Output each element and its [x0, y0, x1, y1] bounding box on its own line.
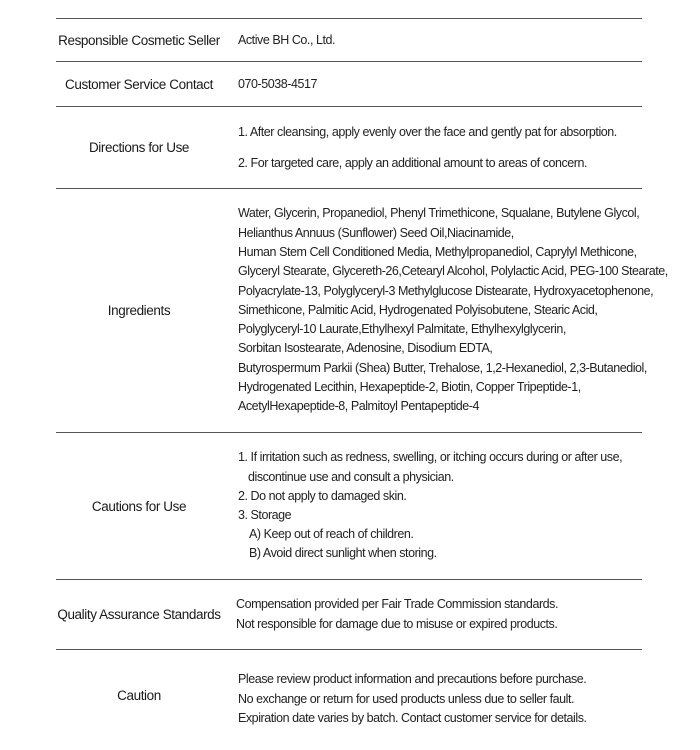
row-label: Caution — [117, 688, 161, 703]
row-label: Responsible Cosmetic Seller — [58, 32, 220, 48]
row-value: Active BH Co., Ltd. — [238, 33, 336, 47]
ingredients-line: Simethicone, Palmitic Acid, Hydrogenated Polyisobutene, Stearic Acid, — [238, 302, 598, 317]
row-responsible-seller — [56, 19, 642, 62]
ingredients-line: Sorbitan Isostearate, Adenosine, Disodium EDTA, — [238, 341, 493, 356]
row-directions-for-use — [56, 107, 642, 189]
caution-line: Please review product information and precautions before purchase. — [238, 672, 587, 686]
ingredients-line: Hydrogenated Lecithin, Hexapeptide-2, Biotin, Copper Tripeptide-1, — [238, 380, 581, 395]
row-label: Customer Service Contact — [65, 76, 213, 92]
ingredients-line: AcetylHexapeptide-8, Palmitoyl Pentapeptide-4 — [238, 399, 480, 414]
cautions-line: 2. Do not apply to damaged skin. — [238, 488, 407, 503]
caution-line: No exchange or return for used products unless due to seller fault. — [238, 691, 575, 706]
caution-line: Expiration date varies by batch. Contact customer service for details. — [238, 711, 587, 725]
row-cautions-for-use — [56, 433, 642, 580]
ingredients-line: Helianthus Annuus (Sunflower) Seed Oil,Niacinamide, — [238, 225, 514, 240]
row-country-of-manufacture — [56, 0, 642, 19]
ingredients-line: Polyglyceryl-10 Laurate,Ethylhexyl Palmitate, Ethylhexylglycerin, — [238, 322, 566, 337]
ingredients-line: Human Stem Cell Conditioned Media, Methylpropanediol, Caprylyl Methicone, — [238, 244, 637, 259]
cautions-line: 3. Storage — [238, 508, 292, 522]
row-value — [222, 124, 642, 171]
row-value — [222, 670, 642, 729]
ingredients-line: Butyrospermum Parkii (Shea) Butter, Trehalose, 1,2-Hexanediol, 2,3-Butanediol, — [238, 360, 647, 375]
row-value — [222, 595, 642, 634]
row-label: Quality Assurance Standards — [57, 607, 221, 622]
row-value — [222, 204, 668, 416]
row-value — [222, 448, 642, 563]
quality-line: Compensation provided per Fair Trade Commission standards. — [236, 597, 558, 611]
product-info-table — [56, 0, 668, 750]
row-quality-assurance — [56, 580, 642, 650]
row-ingredients — [56, 189, 668, 433]
ingredients-line: Glyceryl Stearate, Glycereth-26,Cetearyl Alcohol, Polylactic Acid, PEG-100 Stearate, — [238, 264, 668, 279]
ingredients-line: Water, Glycerin, Propanediol, Phenyl Trimethicone, Squalane, Butylene Glycol, — [238, 206, 640, 221]
line-gap — [238, 140, 642, 155]
row-label: Directions for Use — [88, 140, 190, 155]
directions-line: 2. For targeted care, apply an additional amount to areas of concern. — [238, 156, 588, 170]
ingredients-line: Polyacrylate-13, Polyglyceryl-3 Methylglucose Distearate, Hydroxyacetophenone, — [238, 283, 654, 298]
row-caution — [56, 650, 642, 750]
cautions-line: A) Keep out of reach of children. — [249, 527, 414, 542]
row-label: Ingredients — [107, 303, 171, 318]
quality-line: Not responsible for damage due to misuse or expired products. — [236, 616, 558, 631]
cautions-line: B) Avoid direct sunlight when storing. — [249, 546, 437, 561]
row-value: 070-5038-4517 — [238, 77, 317, 91]
row-customer-service — [56, 62, 642, 107]
cautions-line: discontinue use and consult a physician. — [248, 469, 454, 484]
cautions-line: 1. If irritation such as redness, swelling, or itching occurs during or after use, — [238, 450, 623, 465]
directions-line: 1. After cleansing, apply evenly over the face and gently pat for absorption. — [238, 125, 617, 139]
row-label: Cautions for Use — [91, 498, 187, 514]
